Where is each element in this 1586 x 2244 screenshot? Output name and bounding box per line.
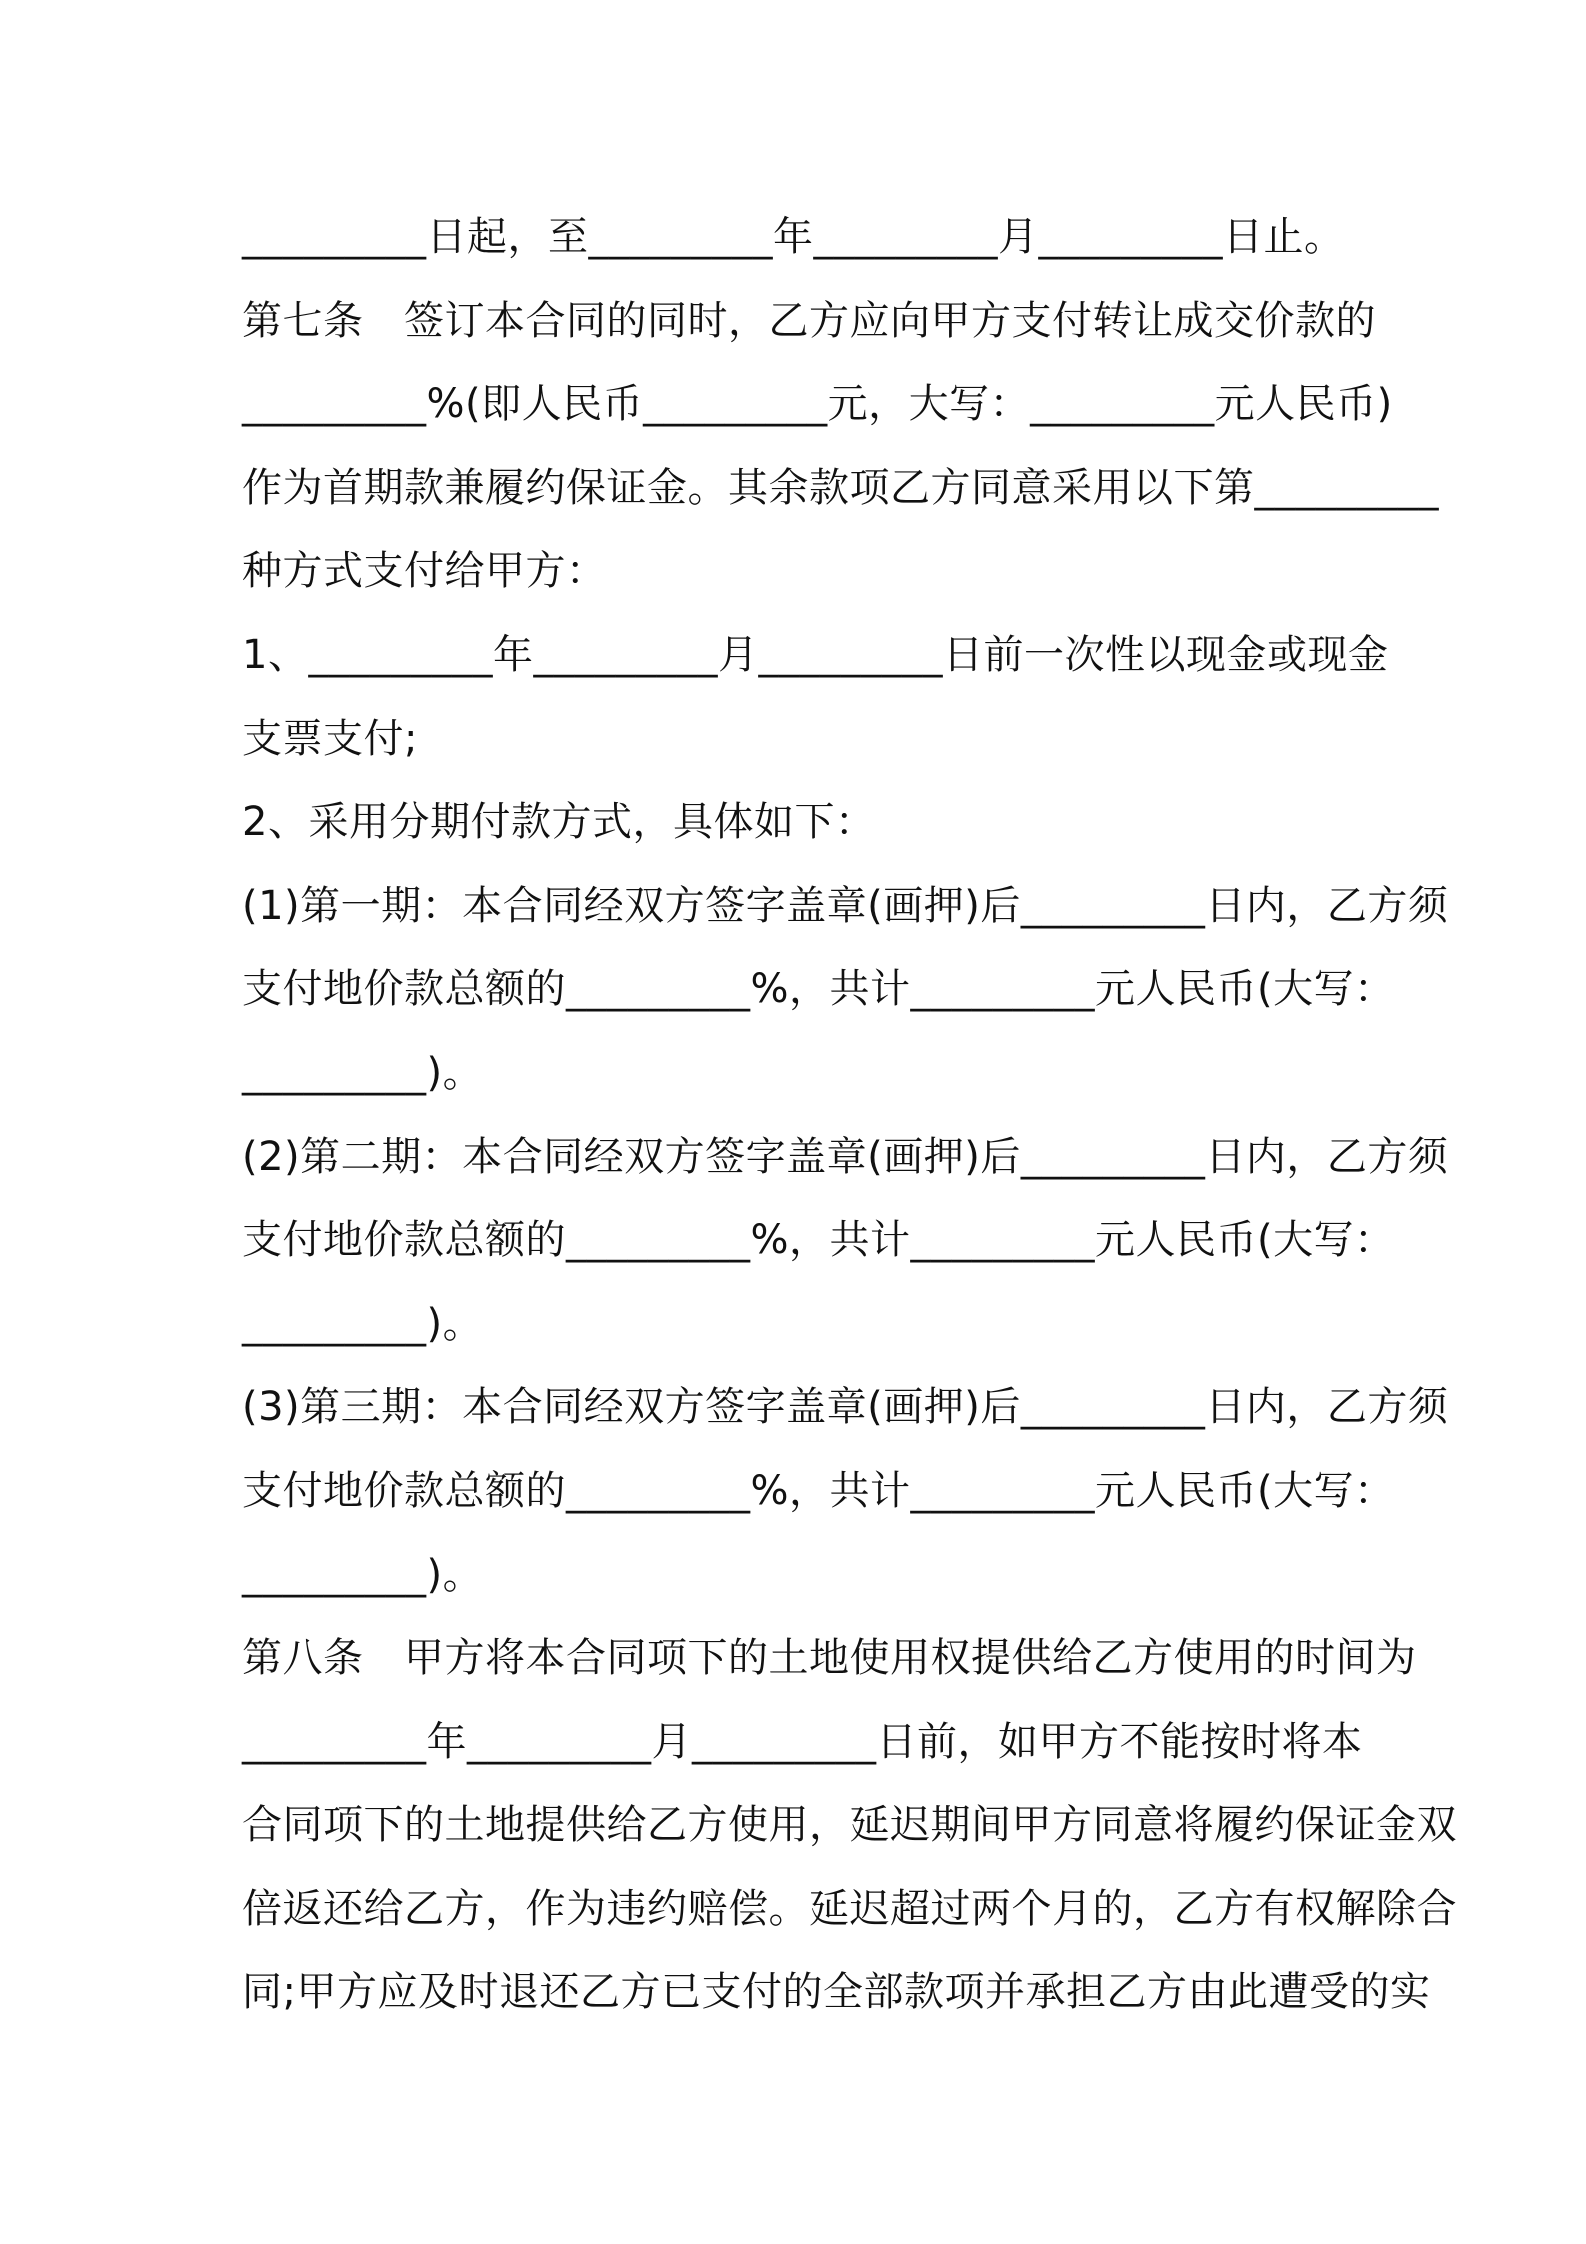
text-line: 第八条 甲方将本合同项下的土地使用权提供给乙方使用的时间为 <box>242 1635 1417 1682</box>
text-line: _________%(即人民币_________元，大写：_________元人民币) <box>242 381 1393 428</box>
text-line: _________年_________月_________日前，如甲方不能按时将本 <box>242 1718 1363 1765</box>
text-line: 1、_________年_________月_________日前一次性以现金或现金 <box>242 631 1389 678</box>
text-line: 作为首期款兼履约保证金。其余款项乙方同意采用以下第_________ <box>242 464 1439 511</box>
text-line: _________日起，至_________年_________月_________日止。 <box>242 214 1345 260</box>
text-line: 支票支付; <box>242 715 418 762</box>
text-line: 2、采用分期付款方式，具体如下： <box>242 799 876 846</box>
text-line: 支付地价款总额的_________%，共计_________元人民币(大写： <box>242 1217 1395 1264</box>
text-line: (1)第一期：本合同经双方签字盖章(画押)后_________日内，乙方须 <box>242 882 1449 929</box>
text-line: 第七条 签订本合同的同时，乙方应向甲方支付转让成交价款的 <box>242 297 1376 344</box>
text-line: (2)第二期：本合同经双方签字盖章(画押)后_________日内，乙方须 <box>242 1133 1449 1180</box>
text-line: 同;甲方应及时退还乙方已支付的全部款项并承担乙方由此遭受的实 <box>242 1969 1431 2016</box>
document-body <box>242 196 1457 2035</box>
text-line: _________)。 <box>242 1049 484 1096</box>
text-line: (3)第三期：本合同经双方签字盖章(画押)后_________日内，乙方须 <box>242 1384 1449 1431</box>
text-line: _________)。 <box>242 1551 484 1598</box>
text-line: 倍返还给乙方，作为违约赔偿。延迟超过两个月的，乙方有权解除合 <box>242 1885 1457 1932</box>
text-line: 种方式支付给甲方： <box>242 548 607 595</box>
text-line: _________)。 <box>242 1300 484 1347</box>
text-line: 合同项下的土地提供给乙方使用，延迟期间甲方同意将履约保证金双 <box>242 1802 1457 1849</box>
text-line: 支付地价款总额的_________%，共计_________元人民币(大写： <box>242 1467 1395 1514</box>
text-line: 支付地价款总额的_________%，共计_________元人民币(大写： <box>242 966 1395 1013</box>
